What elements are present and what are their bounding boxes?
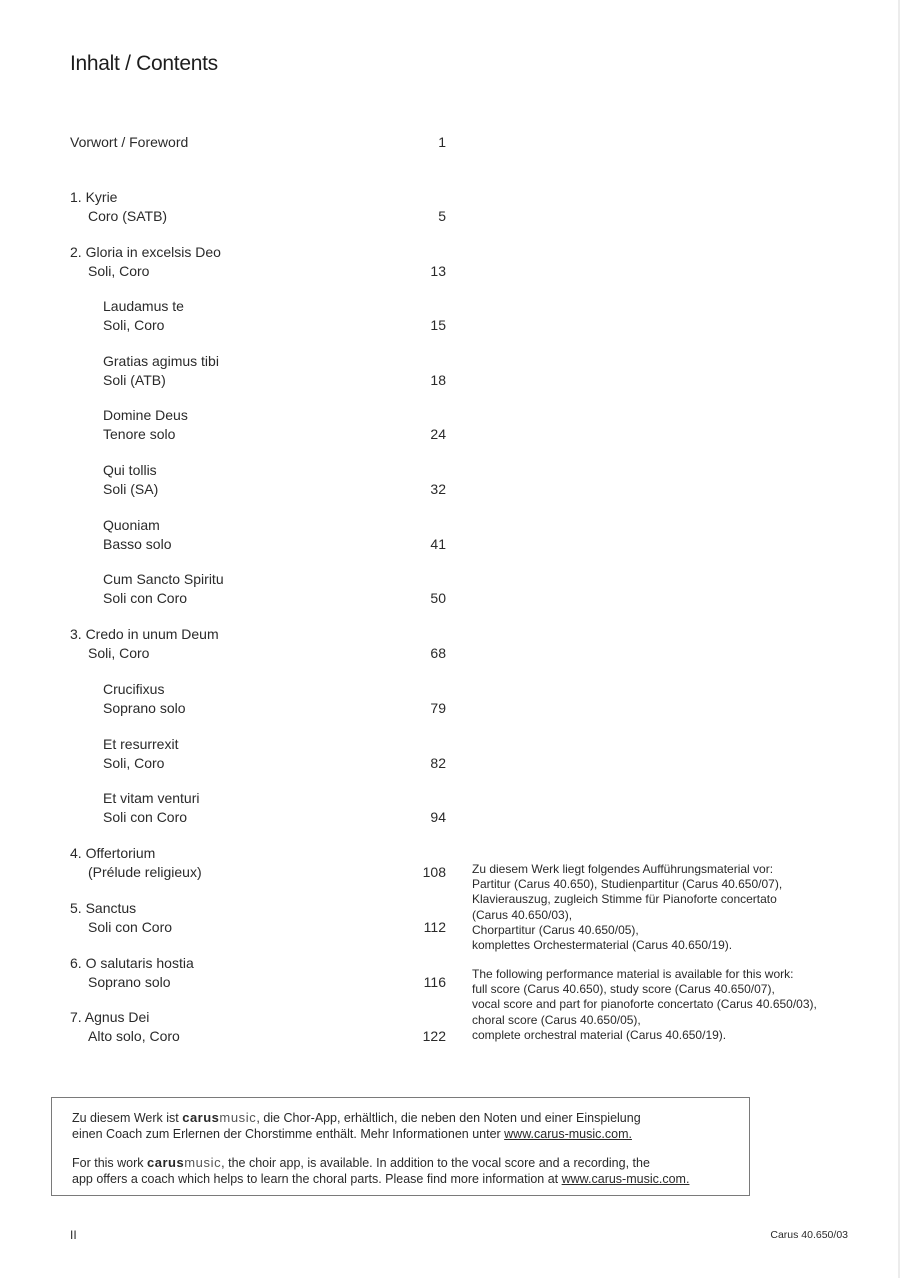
perf-en-line: complete orchestral material (Carus 40.650/19). xyxy=(472,1027,727,1042)
toc-page-number: 50 xyxy=(430,589,446,606)
toc-entry-subtitle: Soli, Coro xyxy=(88,644,150,661)
perf-de-line: (Carus 40.650/03), xyxy=(472,907,573,922)
toc-page-number: 15 xyxy=(430,316,446,333)
perf-en-line: full score (Carus 40.650), study score (Carus 40.650/07), xyxy=(472,982,775,997)
app-notice-de: Zu diesem Werk ist carusmusic, die Chor-App, erhältlich, die neben den Noten und einer Einspielung einen Coach zum Erlernen der Chorstimme enthält. Mehr Informationen unter www.carus-music.com. xyxy=(72,1110,641,1141)
toc-entry-subtitle: Soli con Coro xyxy=(103,589,188,606)
page-title: Inhalt / Contents xyxy=(70,52,218,75)
toc-entry-subtitle: Soli, Coro xyxy=(103,316,165,333)
toc-entry-subtitle: Basso solo xyxy=(103,535,172,552)
toc-entry-subtitle: Soli (ATB) xyxy=(103,371,166,388)
toc-page-number: 68 xyxy=(430,644,446,661)
carus-logo-text: carus xyxy=(147,1155,185,1170)
toc-entry-title: Domine Deus xyxy=(103,407,188,423)
toc-entry-title: Crucifixus xyxy=(103,681,165,697)
carus-music-link[interactable]: www.carus-music.com. xyxy=(561,1171,690,1186)
toc-entry-title: Qui tollis xyxy=(103,462,157,478)
toc-page-number: 1 xyxy=(438,134,446,150)
toc-entry-subtitle: Soli con Coro xyxy=(103,808,188,825)
toc-entry-subtitle: Soli, Coro xyxy=(88,262,150,279)
toc-entry-title: Laudamus te xyxy=(103,298,184,314)
perf-en-line: vocal score and part for pianoforte concertato (Carus 40.650/03), xyxy=(472,997,817,1012)
toc-entry-subtitle: Soprano solo xyxy=(88,973,171,990)
toc-entry-title: 4. Offertorium xyxy=(70,845,156,861)
toc-page-number: 18 xyxy=(430,371,446,388)
carus-logo-text: carus xyxy=(182,1110,220,1125)
toc-entry-title: 1. Kyrie xyxy=(70,189,118,205)
perf-de-line: Klavierauszug, zugleich Stimme für Pianoforte concertato xyxy=(472,892,777,907)
toc-entry-subtitle: Soprano solo xyxy=(103,699,186,716)
performance-material-en xyxy=(472,967,817,1043)
toc-entry-title: Quoniam xyxy=(103,517,160,533)
toc-entry-subtitle: Tenore solo xyxy=(103,425,176,442)
toc-page-number: 108 xyxy=(422,863,446,880)
toc-entry-title: Vorwort / Foreword xyxy=(70,134,189,150)
performance-material-de xyxy=(472,862,782,953)
perf-de-line: Zu diesem Werk liegt folgendes Aufführungsmaterial vor: xyxy=(472,862,774,876)
page-number: II xyxy=(70,1228,77,1242)
toc-entry-subtitle: (Prélude religieux) xyxy=(88,863,202,880)
carus-music-link[interactable]: www.carus-music.com. xyxy=(504,1126,632,1141)
toc-entry-title: Et resurrexit xyxy=(103,736,179,752)
toc-entry-subtitle: Coro (SATB) xyxy=(88,207,168,224)
toc-page-number: 32 xyxy=(430,480,446,497)
toc-entry-title: Gratias agimus tibi xyxy=(103,353,219,369)
perf-de-line: Partitur (Carus 40.650), Studienpartitur (Carus 40.650/07), xyxy=(472,877,783,892)
app-notice-en: For this work carusmusic, the choir app, is available. In addition to the vocal score and a recording, the app offers a coach which helps to learn the choral parts. Please find more information at www.carus-music.com. xyxy=(72,1155,690,1186)
toc-entry-title: 5. Sanctus xyxy=(70,900,137,916)
toc-page-number: 24 xyxy=(430,425,446,442)
toc-entry-title: Cum Sancto Spiritu xyxy=(103,571,224,587)
toc-page-number: 94 xyxy=(430,808,446,825)
toc-entry-subtitle: Soli (SA) xyxy=(103,480,159,497)
catalog-number: Carus 40.650/03 xyxy=(770,1229,848,1241)
perf-de-line: Chorpartitur (Carus 40.650/05), xyxy=(472,922,639,937)
toc-page-number: 82 xyxy=(430,754,446,771)
perf-de-line: komplettes Orchestermaterial (Carus 40.650/19). xyxy=(472,938,733,953)
toc-entry-subtitle: Soli con Coro xyxy=(88,918,173,935)
toc-page-number: 112 xyxy=(423,918,446,935)
toc-page-number: 79 xyxy=(430,699,446,716)
toc-entry-title: 6. O salutaris hostia xyxy=(70,955,194,971)
toc-page-number: 116 xyxy=(423,973,446,990)
music-logo-text: music xyxy=(219,1110,257,1125)
toc-page-number: 13 xyxy=(430,262,446,279)
toc-entry-title: 2. Gloria in excelsis Deo xyxy=(70,244,221,260)
toc-entry-title: 7. Agnus Dei xyxy=(70,1009,150,1025)
toc-entry-subtitle: Soli, Coro xyxy=(103,754,165,771)
toc-entry-title: 3. Credo in unum Deum xyxy=(70,626,219,642)
perf-en-line: The following performance material is available for this work: xyxy=(472,967,794,981)
music-logo-text: music xyxy=(184,1155,222,1170)
toc-entry-title: Et vitam venturi xyxy=(103,790,200,806)
toc-page-number: 41 xyxy=(430,535,446,552)
toc-entry-subtitle: Alto solo, Coro xyxy=(88,1027,180,1044)
toc-page-number: 5 xyxy=(438,207,446,224)
toc-page-number: 122 xyxy=(422,1027,446,1044)
perf-en-line: choral score (Carus 40.650/05), xyxy=(472,1012,641,1027)
carus-music-app-notice xyxy=(51,1097,750,1196)
